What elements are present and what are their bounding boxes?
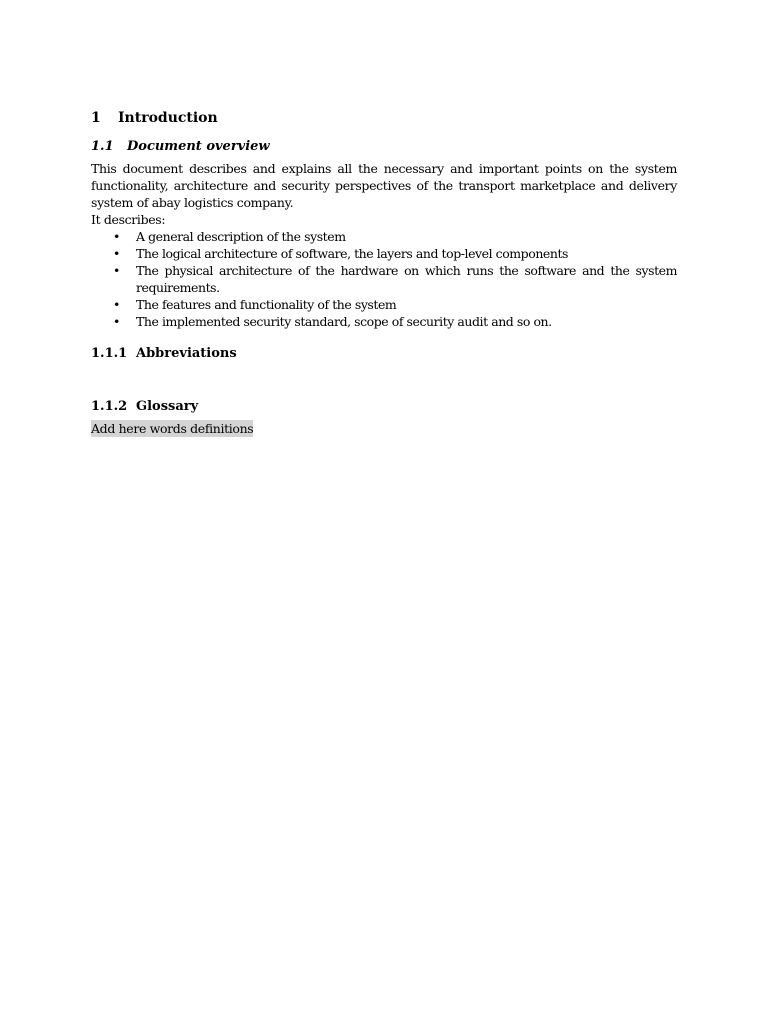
list-item-text: The features and functionality of the system	[136, 297, 397, 312]
heading-introduction	[91, 108, 677, 128]
heading-title: Introduction	[118, 110, 218, 126]
heading-glossary	[91, 398, 677, 416]
heading-document-overview	[91, 138, 677, 156]
glossary-content	[91, 418, 677, 437]
bullet-icon: •	[113, 246, 121, 261]
list-item-text: The implemented security standard, scope of security audit and so on.	[136, 314, 552, 329]
list-item-text: The physical architecture of the hardware on which runs the software and the system requirements.	[136, 263, 677, 295]
overview-paragraph: This document describes and explains all the necessary and important points on the system functionality, architecture and security perspectives of the transport marketplace and delivery system of abay logistics company.	[91, 161, 677, 210]
heading-title: Document overview	[127, 139, 270, 154]
list-item-text: The logical architecture of software, the layers and top-level components	[136, 246, 569, 261]
list-item	[91, 313, 677, 330]
heading-title: Abbreviations	[136, 346, 237, 361]
list-item	[91, 262, 677, 296]
bullet-icon: •	[113, 229, 121, 244]
heading-number: 1.1.1	[91, 346, 128, 361]
bullet-icon: •	[113, 314, 121, 329]
heading-number: 1	[91, 110, 101, 126]
list-item	[91, 245, 677, 262]
document-body	[91, 108, 677, 437]
list-item-text: A general description of the system	[136, 229, 346, 244]
bullet-icon: •	[113, 263, 121, 278]
list-item	[91, 228, 677, 245]
heading-number: 1.1	[91, 139, 114, 154]
lead-in-text: It describes:	[91, 212, 166, 227]
bullet-list	[91, 228, 677, 330]
heading-title: Glossary	[136, 399, 199, 414]
glossary-placeholder: Add here words definitions	[91, 421, 254, 436]
bullet-icon: •	[113, 297, 121, 312]
heading-abbreviations	[91, 345, 677, 363]
list-item	[91, 296, 677, 313]
heading-number: 1.1.2	[91, 399, 128, 414]
